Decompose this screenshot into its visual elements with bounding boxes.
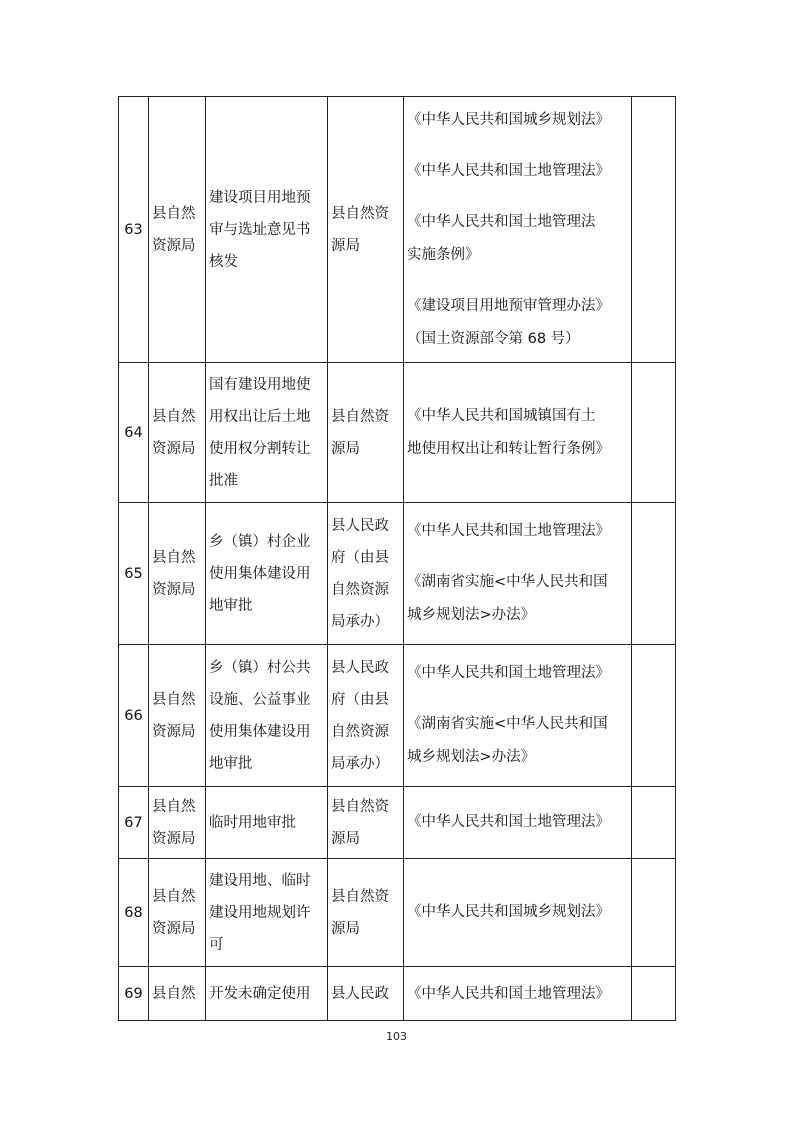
table-row [119,645,676,787]
row-number: 69 [119,967,149,1021]
implementing-body-cell: 县自然资 源局 [328,787,404,859]
legal-basis-cell [404,859,632,967]
department-cell: 县自然 资源局 [149,97,206,363]
basis-paragraph: 《湖南省实施<中华人民共和国 城乡规划法>办法》 [407,716,608,765]
implementing-body-cell: 县自然资 源局 [328,859,404,967]
table-row [119,859,676,967]
table-row [119,787,676,859]
remarks-cell [632,363,676,503]
department-cell: 县自然 资源局 [149,503,206,645]
basis-paragraph: 《中华人民共和国土地管理法》 [407,523,610,539]
item-name-cell: 开发未确定使用 [206,967,328,1021]
basis-paragraph: 《中华人民共和国城镇国有土 地使用权出让和转让暂行条例》 [407,407,610,457]
row-number: 66 [119,645,149,787]
row-number: 64 [119,363,149,503]
item-name-cell: 建设项目用地预 审与选址意见书 核发 [206,97,328,363]
implementing-body-cell: 县人民政 府（由县 自然资源 局承办） [328,645,404,787]
implementing-body-cell: 县自然资 源局 [328,97,404,363]
basis-paragraph: 《中华人民共和国土地管理法》 [407,814,610,830]
department-cell: 县自然 资源局 [149,363,206,503]
row-number: 68 [119,859,149,967]
table-row [119,363,676,503]
basis-paragraph: 《中华人民共和国城乡规划法》 [407,904,610,920]
legal-basis-cell [404,97,632,363]
department-cell: 县自然 资源局 [149,645,206,787]
remarks-cell [632,97,676,363]
basis-paragraph: 《湖南省实施<中华人民共和国 城乡规划法>办法》 [407,574,608,623]
row-number: 63 [119,97,149,363]
department-cell: 县自然 资源局 [149,859,206,967]
basis-paragraph: 《中华人民共和国土地管理法》 [407,665,610,681]
legal-basis-cell [404,363,632,503]
table-row [119,97,676,363]
item-name-cell: 乡（镇）村公共 设施、公益事业 使用集体建设用 地审批 [206,645,328,787]
row-number: 65 [119,503,149,645]
basis-paragraph: 《中华人民共和国城乡规划法》 [407,111,610,128]
approval-items-table [118,96,676,1021]
basis-paragraph: 《中华人民共和国土地管理法 实施条例》 [407,213,596,263]
row-number: 67 [119,787,149,859]
department-cell: 县自然 [149,967,206,1021]
item-name-cell: 临时用地审批 [206,787,328,859]
legal-basis-cell [404,503,632,645]
legal-basis-cell [404,787,632,859]
implementing-body-cell: 县人民政 [328,967,404,1021]
table-row [119,967,676,1021]
basis-paragraph: 《建设项目用地预审管理办法》 （国土资源部令第 68 号） [407,297,610,347]
legal-basis-cell: 《中华人民共和国土地管理法》 [404,967,632,1021]
remarks-cell [632,859,676,967]
implementing-body-cell: 县自然资 源局 [328,363,404,503]
item-name-cell: 建设用地、临时 建设用地规划许 可 [206,859,328,967]
remarks-cell [632,645,676,787]
item-name-cell: 国有建设用地使 用权出让后土地 使用权分割转让 批准 [206,363,328,503]
item-name-cell: 乡（镇）村企业 使用集体建设用 地审批 [206,503,328,645]
remarks-cell [632,787,676,859]
remarks-cell [632,967,676,1021]
remarks-cell [632,503,676,645]
implementing-body-cell: 县人民政 府（由县 自然资源 局承办） [328,503,404,645]
department-cell: 县自然 资源局 [149,787,206,859]
table-row [119,503,676,645]
basis-paragraph: 《中华人民共和国土地管理法》 [407,162,610,179]
legal-basis-cell [404,645,632,787]
page-number: 103 [386,1030,407,1043]
